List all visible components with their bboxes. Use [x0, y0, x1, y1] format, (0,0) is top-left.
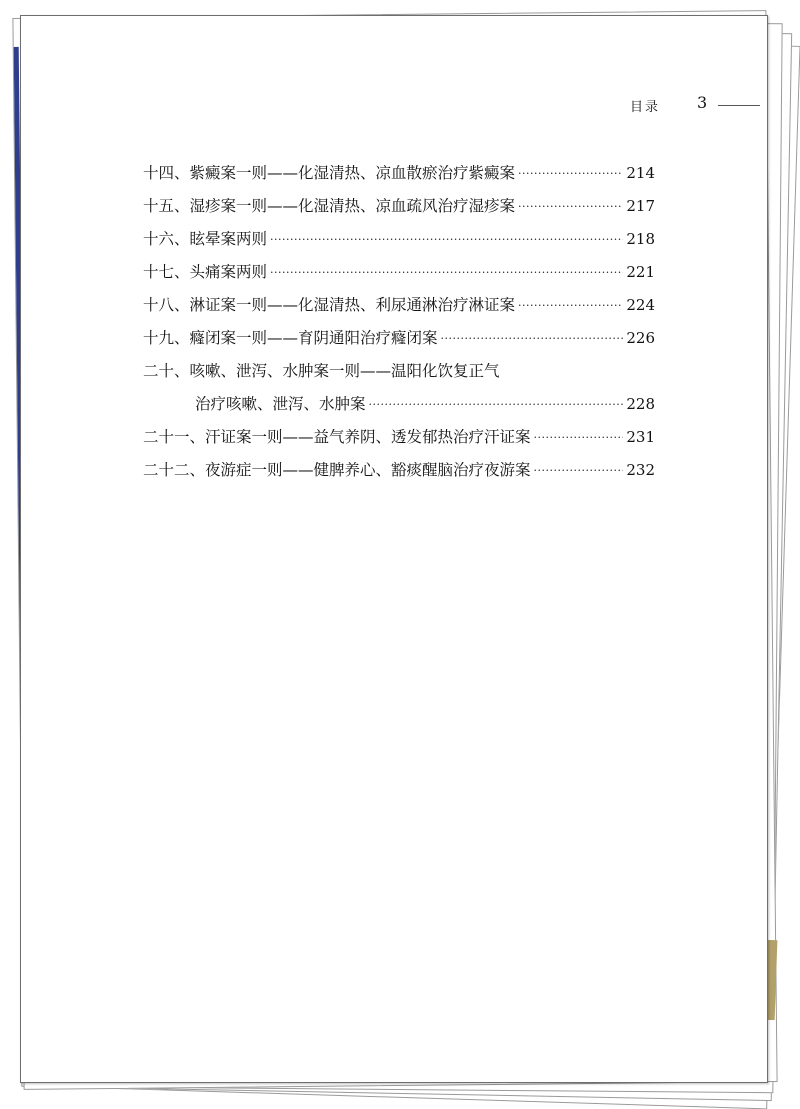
toc-entry-title: 癃闭案一则——育阴通阳治疗癃闭案	[189, 329, 438, 347]
toc-entry-title: 淋证案一则——化湿清热、利尿通淋治疗淋证案	[189, 296, 516, 314]
toc-entry[interactable]	[143, 223, 655, 256]
toc-entry-page: 228	[626, 395, 655, 413]
toc-entry-page: 217	[626, 197, 655, 215]
toc-leader-dots	[534, 454, 624, 487]
toc-leader-dots	[270, 256, 623, 289]
toc-entry[interactable]	[143, 289, 655, 322]
toc-entry-number: 十五、	[143, 197, 190, 215]
toc-leader-dots	[518, 289, 623, 322]
toc-leader-dots	[270, 223, 623, 256]
toc-entry-number: 十七、	[143, 263, 190, 281]
toc-entry[interactable]	[143, 256, 655, 289]
toc-entry-title: 咳嗽、泄泻、水肿案一则——温阳化饮复正气	[189, 362, 500, 380]
toc-entry-title: 眩晕案两则	[189, 230, 268, 248]
toc-entry-title: 湿疹案一则——化湿清热、凉血疏风治疗湿疹案	[189, 197, 516, 215]
toc-entry-page: 231	[626, 428, 655, 446]
header-rule	[718, 105, 760, 106]
toc-entry-page: 226	[626, 329, 655, 347]
header-title: 目录	[630, 100, 661, 115]
toc-leader-dots	[369, 388, 624, 421]
toc-entry-page: 224	[626, 296, 655, 314]
toc-entry[interactable]	[143, 322, 655, 355]
toc-entry-title: 夜游症一则——健脾养心、豁痰醒脑治疗夜游案	[205, 461, 531, 479]
toc-entry[interactable]	[143, 157, 655, 190]
toc-entry[interactable]	[143, 421, 655, 454]
toc-entry-page: 232	[626, 461, 655, 479]
toc-leader-dots	[518, 157, 623, 190]
toc-entry-number: 十六、	[143, 230, 190, 248]
toc-leader-dots	[441, 322, 624, 355]
toc-entry-number: 十九、	[143, 329, 190, 347]
toc-entry-number: 十八、	[143, 296, 190, 314]
toc-leader-dots	[518, 190, 623, 223]
toc-entry-title-continued: 治疗咳嗽、泄泻、水肿案	[195, 395, 366, 413]
toc-entry[interactable]	[143, 454, 655, 487]
toc-entry-number: 十四、	[143, 164, 190, 182]
toc-entry-continuation[interactable]	[143, 388, 655, 421]
header-page-number: 3	[697, 93, 708, 112]
toc-leader-dots	[534, 421, 624, 454]
toc-entry-title: 头痛案两则	[189, 263, 268, 281]
document-page	[20, 15, 768, 1083]
table-of-contents	[143, 157, 655, 487]
toc-entry-number: 二十、	[143, 362, 190, 380]
toc-entry-number: 二十一、	[143, 428, 206, 446]
running-header	[21, 93, 767, 120]
toc-entry-number: 二十二、	[143, 461, 206, 479]
toc-entry-page: 214	[626, 164, 655, 182]
toc-entry[interactable]	[143, 190, 655, 223]
toc-entry-page: 221	[626, 263, 655, 281]
toc-entry[interactable]	[143, 355, 655, 388]
toc-entry-title: 紫癜案一则——化湿清热、凉血散瘀治疗紫癜案	[189, 164, 516, 182]
toc-entry-title: 汗证案一则——益气养阴、透发郁热治疗汗证案	[205, 428, 531, 446]
toc-entry-page: 218	[626, 230, 655, 248]
